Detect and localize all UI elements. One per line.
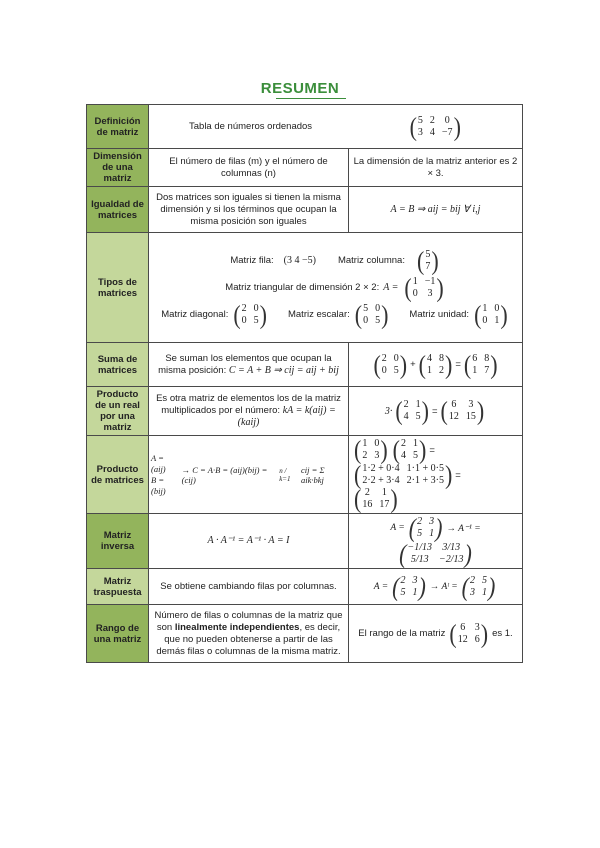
- matrix-cell: 1: [362, 438, 368, 449]
- matrix-cells: [481, 303, 500, 327]
- matrix-cells: [471, 353, 490, 377]
- matrix-cell: 3: [469, 586, 475, 598]
- matrix-cell: 1: [412, 586, 418, 598]
- product-formula: → C = A·B = (aij)(bij) = (cij): [181, 464, 268, 485]
- def-b: B = (bij): [151, 474, 166, 496]
- matrix-cells: [448, 399, 477, 423]
- row-label: Tipos de matrices: [87, 233, 149, 343]
- operator: =: [431, 405, 438, 417]
- matrix-cell: 5: [425, 248, 431, 260]
- matrix-cell: 17: [379, 499, 390, 510]
- prefix: A =: [390, 523, 405, 533]
- row-example: La dimensión de la matriz anterior es 2 × 3.: [349, 149, 523, 187]
- operator: +: [410, 359, 416, 370]
- matrix-cells: [424, 249, 431, 273]
- matrix-cell: 0: [241, 314, 247, 326]
- matrix-cell: 5: [400, 586, 406, 598]
- matrix: [373, 348, 408, 379]
- sum-limits: n / k=1: [279, 466, 291, 483]
- matrix-cell: 1: [482, 302, 488, 314]
- row-igualdad: [87, 187, 523, 233]
- row-text: Dos matrices son iguales si tienen la misma dimensión y si los términos que ocupan la misma posición son iguales: [149, 187, 349, 233]
- matrix-cells: [361, 438, 380, 462]
- right-paren: ): [381, 298, 389, 329]
- matrix-cell: 1: [427, 364, 432, 376]
- left-paren: (: [408, 512, 417, 543]
- matrix-cell: 5: [393, 364, 399, 376]
- row-label: Definición de matriz: [87, 105, 149, 149]
- operator: =: [455, 469, 461, 481]
- matrix-cell: 0: [412, 287, 418, 299]
- right-paren: ): [464, 538, 472, 569]
- matrix-cell: 3: [429, 516, 435, 527]
- matrix-cells: [457, 622, 481, 646]
- matrix-cell: 0: [393, 352, 399, 364]
- row-traspuesta: [87, 569, 523, 605]
- matrix-cell: 0: [363, 314, 369, 326]
- matrix-cell: 1: [381, 487, 387, 498]
- matrix-cell: 0: [381, 364, 387, 376]
- row-label: Producto de matrices: [87, 436, 149, 514]
- matrix-cell: 5: [412, 450, 418, 461]
- matrix: [418, 348, 453, 379]
- left-paren: (: [233, 298, 241, 329]
- row-text: Tabla de números ordenados: [149, 105, 349, 149]
- right-paren: ): [490, 348, 498, 379]
- matrix-cell: 6: [474, 633, 480, 645]
- matrix-cell: 0: [253, 302, 259, 314]
- matrix-cell: 2: [400, 574, 406, 586]
- matrix-cell: 2: [417, 516, 423, 527]
- row-label: Igualdad de matrices: [87, 187, 149, 233]
- matrix-cell: 6: [472, 352, 478, 364]
- right-paren: ): [421, 395, 429, 426]
- matrix-cells: [426, 353, 445, 377]
- matrix-cell: 2: [403, 399, 409, 410]
- matrix-cell: 6: [451, 399, 457, 410]
- matrix: [392, 570, 426, 601]
- matrix-cell: 2: [241, 302, 247, 314]
- rango-text-b: linealmente independientes: [174, 621, 300, 633]
- matrix-cell: 5: [375, 314, 381, 326]
- row-formula: A = B ⇒ aij = bij ∀ i,j: [349, 187, 523, 233]
- rango-text-a: Número de filas o columnas de la matriz que son: [154, 609, 343, 633]
- matrix-cell: 15: [465, 411, 476, 422]
- left-paren: (: [404, 271, 412, 302]
- matrix: [392, 434, 427, 465]
- matrix-cell: 2: [400, 438, 406, 449]
- matrix: [461, 570, 496, 601]
- left-paren: (: [354, 483, 362, 514]
- summary-table: [86, 104, 523, 663]
- right-paren: ): [390, 483, 398, 514]
- row-producto-real: [87, 387, 523, 436]
- matrix-cell: 2: [429, 114, 435, 126]
- matrix-cell: 2: [362, 450, 368, 461]
- left-paren: (: [461, 570, 469, 601]
- operator: =: [429, 444, 435, 456]
- arrow: → Aᵗ =: [429, 581, 458, 592]
- right-paren: ): [487, 570, 496, 601]
- matrix-cell: 1: [429, 528, 435, 539]
- row-text: El número de filas (m) y el número de columnas (n): [149, 149, 349, 187]
- operator: =: [455, 359, 461, 370]
- matrix-cell: 1: [412, 438, 418, 449]
- right-paren: ): [500, 298, 508, 329]
- left-paren: (: [418, 348, 426, 379]
- title-underline: [276, 98, 346, 99]
- row-label: Rango de una matriz: [87, 605, 149, 663]
- matrix-cell: 0: [374, 438, 380, 449]
- row-inversa: [87, 514, 523, 569]
- matrix-cells: [361, 487, 390, 511]
- matrix-cell: 3: [468, 399, 474, 410]
- matrix-cell: 4: [400, 450, 406, 461]
- right-paren: ): [480, 617, 489, 648]
- matrix: [409, 110, 461, 141]
- left-paren: (: [392, 434, 400, 465]
- matrix-cell: 1: [415, 399, 421, 410]
- matrix-cells: [417, 115, 454, 139]
- matrix-cell: 0: [482, 314, 488, 326]
- matrix-cell: 1: [481, 586, 487, 598]
- matrix-cell: 5: [481, 574, 487, 586]
- fila-matrix: (3 4 −5): [283, 255, 316, 266]
- escalar-matrix: [354, 298, 389, 329]
- row-dimension: [87, 149, 523, 187]
- right-paren: ): [431, 244, 439, 275]
- right-paren: ): [380, 434, 388, 465]
- diagonal-label: Matriz diagonal:: [161, 309, 229, 320]
- matrix-cell: 16: [362, 499, 373, 510]
- matrix: [354, 459, 453, 490]
- left-paren: (: [354, 459, 362, 490]
- matrix-cells: [406, 542, 464, 566]
- row-label: Producto de un real por una matriz: [87, 387, 149, 436]
- matrix-cell: 2: [439, 364, 444, 376]
- row-label: Suma de matrices: [87, 343, 149, 387]
- matrix: [440, 395, 485, 426]
- matrix-cell: 12: [448, 411, 459, 422]
- matrix-cell: 4: [427, 352, 432, 364]
- matrix-cell: 5/13: [410, 554, 429, 565]
- escalar-label: Matriz escalar:: [287, 309, 350, 320]
- rango-example-a: El rango de la matriz: [358, 628, 446, 639]
- page-title: RESUMEN: [260, 80, 340, 97]
- right-paren: ): [259, 298, 267, 329]
- unidad-matrix: [474, 298, 508, 329]
- right-paren: ): [453, 110, 461, 141]
- left-paren: (: [373, 348, 381, 379]
- matrix-cell: 2: [469, 574, 475, 586]
- matrix-cell: 3/13: [442, 542, 461, 553]
- matrix-cell: −2/13: [439, 554, 464, 565]
- matrix-cell: 12: [457, 633, 468, 645]
- rango-text-c: , es decir, que no pueden obtenerse a partir de las demás filas o columnas de la misma matriz.: [156, 621, 341, 657]
- matrix-cell: 1·2 + 0·4: [362, 463, 400, 474]
- matrix: [463, 348, 498, 379]
- matrix: [408, 512, 443, 543]
- row-definicion: [87, 105, 523, 149]
- matrix: [395, 395, 429, 426]
- row-label: Matriz traspuesta: [87, 569, 149, 605]
- matrix-cells: [412, 276, 437, 300]
- right-paren: ): [436, 271, 444, 302]
- right-paren: ): [418, 570, 426, 601]
- fila-label: Matriz fila:: [230, 255, 274, 266]
- left-paren: (: [417, 244, 425, 275]
- left-paren: (: [399, 538, 407, 569]
- matrix-cell: 4: [403, 411, 409, 422]
- matrix-cells: [241, 303, 260, 327]
- rango-example-b: es 1.: [492, 628, 513, 639]
- matrix-cell: 1·1 + 0·5: [406, 463, 444, 474]
- matrix-cell: 1: [494, 314, 500, 326]
- row-text: Se obtiene cambiando filas por columnas.: [149, 569, 349, 605]
- matrix-cell: −1: [424, 275, 436, 287]
- matrix-cell: 1: [412, 275, 418, 287]
- right-paren: ): [476, 395, 485, 426]
- matrix-cells: [361, 463, 445, 487]
- matrix-cell: 0: [375, 302, 381, 314]
- right-paren: ): [418, 434, 427, 465]
- left-paren: (: [409, 110, 417, 141]
- matrix-cell: 2: [364, 487, 370, 498]
- left-paren: (: [474, 298, 482, 329]
- matrix-cell: 2·2 + 3·4: [362, 475, 400, 486]
- row-producto: [87, 436, 523, 514]
- matrix-cell: 3: [417, 126, 423, 138]
- row-tipos: [87, 233, 523, 343]
- matrix-cell: 5: [363, 302, 369, 314]
- triangular-prefix: A =: [383, 282, 399, 293]
- matrix-cell: 8: [439, 352, 444, 364]
- matrix-cell: 2: [381, 352, 387, 364]
- matrix-cells: [399, 575, 418, 599]
- matrix-cell: −7: [441, 126, 453, 138]
- matrix-cell: 2·1 + 3·5: [406, 475, 444, 486]
- matrix-cells: [400, 438, 419, 462]
- matrix: [354, 483, 398, 514]
- row-suma: [87, 343, 523, 387]
- matrix-cell: 0: [444, 114, 450, 126]
- matrix-cell: 7: [425, 260, 431, 272]
- matrix-cell: 3: [427, 287, 433, 299]
- left-paren: (: [392, 570, 400, 601]
- left-paren: (: [354, 298, 363, 329]
- left-paren: (: [354, 434, 362, 465]
- left-paren: (: [449, 617, 457, 648]
- matrix-cells: [381, 353, 400, 377]
- sum-formula: cij = Σ aik·bkj: [301, 464, 325, 485]
- unidad-label: Matriz unidad:: [409, 309, 470, 320]
- matrix-cell: 0: [494, 302, 500, 314]
- matrix-cells: [416, 516, 435, 540]
- right-paren: ): [399, 348, 408, 379]
- prefix: A =: [373, 581, 389, 592]
- row-rango: [87, 605, 523, 663]
- columna-label: Matriz columna:: [337, 255, 405, 266]
- matrix: [399, 538, 472, 569]
- row-formula: C = A + B ⇒ cij = aij + bij: [228, 364, 339, 376]
- matrix-cell: 5: [415, 411, 421, 422]
- arrow: → A⁻¹ =: [446, 523, 481, 534]
- matrix-cells: [403, 399, 422, 423]
- matrix-cell: 5: [417, 528, 423, 539]
- right-paren: ): [435, 512, 443, 543]
- matrix: [449, 617, 489, 648]
- matrix-cell: −1/13: [407, 542, 432, 553]
- right-paren: ): [444, 459, 453, 490]
- left-paren: (: [395, 395, 403, 426]
- row-formula: kA = k(aij) = (kaij): [237, 405, 336, 428]
- matrix-cell: 3: [412, 574, 418, 586]
- def-a: A = (aij): [151, 452, 166, 474]
- matrix-cell: 1: [472, 364, 478, 376]
- left-paren: (: [463, 348, 472, 379]
- matrix-cells: [362, 303, 381, 327]
- columna-matrix: [417, 244, 439, 275]
- matrix-cell: 4: [429, 126, 435, 138]
- matrix-cell: 7: [484, 364, 490, 376]
- matrix-cell: 3: [374, 450, 380, 461]
- matrix-cell: 5: [253, 314, 259, 326]
- row-label: Matriz inversa: [87, 514, 149, 569]
- matrix: [354, 434, 388, 465]
- left-paren: (: [440, 395, 448, 426]
- row-text: Se suman los elementos que ocupan la misma posición:: [158, 352, 332, 376]
- matrix-cell: 8: [484, 352, 490, 364]
- right-paren: ): [445, 348, 453, 379]
- matrix-cell: 3: [474, 621, 480, 633]
- row-label: Dimensión de una matriz: [87, 149, 149, 187]
- row-formula: A · A⁻¹ = A⁻¹ · A = I: [149, 514, 349, 569]
- matrix-cell: 6: [460, 621, 466, 633]
- triangular-label: Matriz triangular de dimensión 2 × 2:: [225, 282, 380, 293]
- diagonal-matrix: [233, 298, 267, 329]
- scalar: 3·: [384, 405, 393, 417]
- row-text: Es otra matriz de elementos los de la matriz multiplicados por el número:: [156, 393, 341, 416]
- matrix-cell: 5: [417, 114, 423, 126]
- matrix-cells: [469, 575, 488, 599]
- triangular-matrix: [404, 271, 444, 302]
